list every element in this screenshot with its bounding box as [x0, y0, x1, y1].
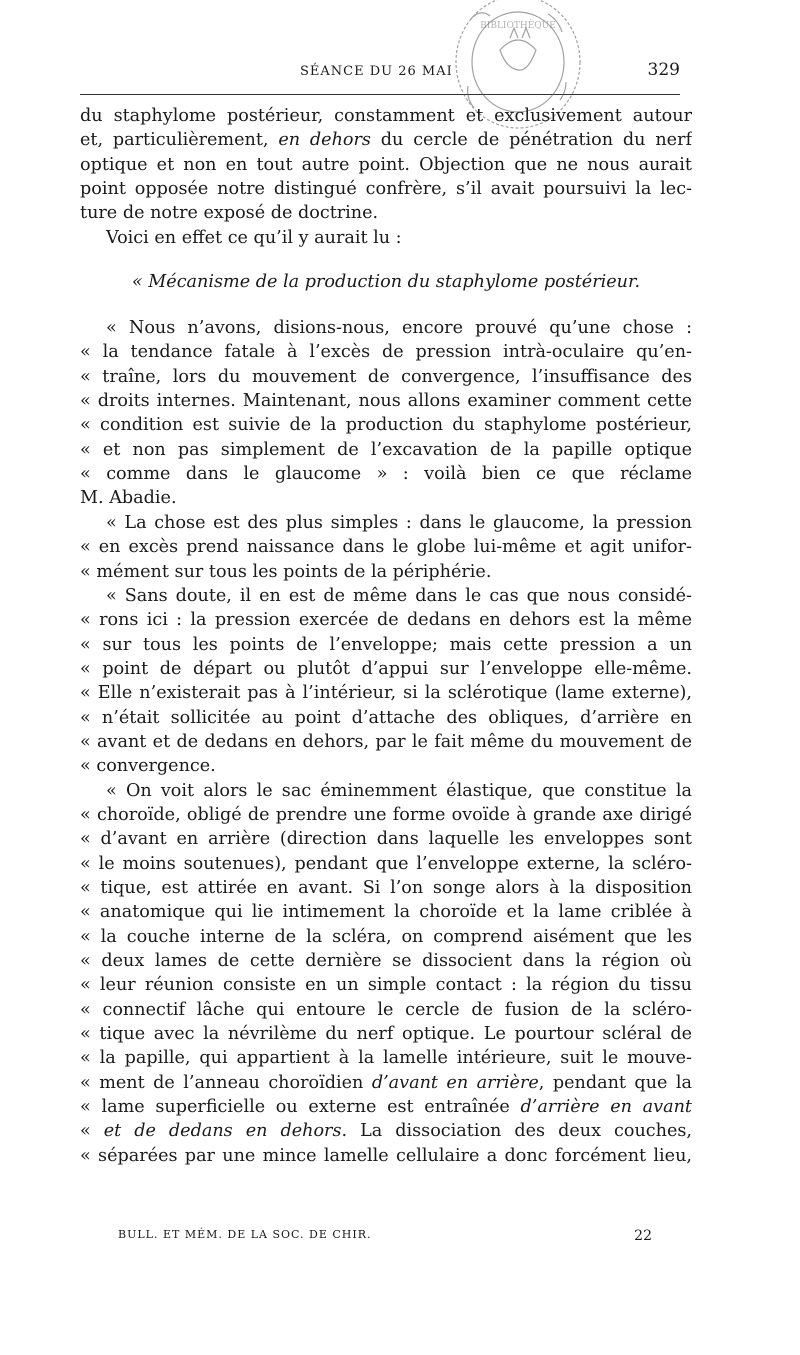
text-fragment: du cercle de pénétration du nerf: [370, 130, 692, 151]
text-line: « anatomique qui lie intimement la choroïde et la lame criblée à: [80, 902, 692, 923]
running-title: SÉANCE DU 26 MAI: [300, 64, 453, 79]
signature-mark: 22: [634, 1228, 652, 1244]
text-line: « deux lames de cette dernière se dissocient dans la région où: [80, 951, 692, 971]
text-fragment: « lame superficielle ou externe est entraînée: [80, 1097, 521, 1118]
text-line: optique et non en tout autre point. Objection que ne nous aurait: [80, 154, 692, 175]
text-fragment: « ment de l’anneau choroïdien: [80, 1072, 372, 1093]
text-line: « On voit alors le sac éminemment élastique, que constitue la: [106, 780, 692, 801]
section-heading: « Mécanisme de la production du staphylome postérieur.: [131, 272, 641, 293]
text-line: « n’était sollicitée au point d’attache des obliques, d’arrière en: [80, 707, 692, 728]
text-line: « et non pas simplement de l’excavation de la papille optique: [80, 439, 692, 460]
text-line: « condition est suivie de la production du staphylome postérieur,: [80, 415, 692, 436]
text-fragment: et, particulièrement,: [80, 130, 279, 151]
text-line: « tique, est attirée en avant. Si l’on songe alors à la disposition: [80, 877, 692, 898]
text-line: « séparées par une mince lamelle cellulaire a donc forcément lieu,: [80, 1145, 692, 1166]
text-line: « Sans doute, il en est de même dans le cas que nous considé-: [106, 585, 692, 606]
header-rule: [80, 94, 680, 95]
text-line: « choroïde, obligé de prendre une forme ovoïde à grande axe dirigé: [80, 804, 692, 825]
text-line: « avant et de dedans en dehors, par le fait même du mouvement de: [80, 731, 692, 752]
text-line: « Elle n’existerait pas à l’intérieur, si la sclérotique (lame externe),: [80, 683, 692, 704]
text-line: « d’avant en arrière (direction dans laquelle les enveloppes sont: [80, 829, 692, 850]
text-line: « droits internes. Maintenant, nous allons examiner comment cette: [80, 391, 692, 412]
text-fragment: , pendant que la: [538, 1072, 692, 1093]
text-line: M. Abadie.: [80, 488, 177, 509]
text-line: ture de notre exposé de doctrine.: [80, 203, 379, 224]
text-line: « tique avec la névrilème du nerf optique. Le pourtour scléral de: [80, 1024, 692, 1045]
text-line: « rons ici : la pression exercée de dedans en dehors est la même: [80, 610, 692, 631]
text-line: « mément sur tous les points de la périphérie.: [80, 561, 492, 582]
text-fragment: «: [80, 1121, 104, 1142]
text-line: point opposée notre distingué confrère, s’il avait poursuivi la lec-: [80, 179, 692, 200]
text-line-mixed: [80, 1095, 692, 1119]
text-line: « la tendance fatale à l’excès de pression intrà-oculaire qu’en-: [80, 342, 692, 363]
text-line: du staphylome postérieur, constamment et exclusivement autour: [80, 106, 692, 126]
text-line: Voici en effet ce qu’il y aurait lu :: [106, 227, 402, 248]
text-line: « connectif lâche qui entoure le cercle de fusion de la scléro-: [80, 999, 692, 1020]
text-fragment: . La dissociation des deux couches,: [341, 1121, 692, 1142]
text-line: « La chose est des plus simples : dans le glaucome, la pression: [106, 512, 692, 533]
text-line-mixed: [80, 1071, 692, 1095]
text-line: « sur tous les points de l’enveloppe; mais cette pression a un: [80, 634, 692, 655]
text-line: « en excès prend naissance dans le globe lui-même et agit unifor-: [80, 537, 692, 558]
text-line-mixed: [80, 1119, 692, 1143]
italic-fragment: et de dedans en dehors: [103, 1121, 342, 1142]
stamp-text: BIBLIOTHÈQUE: [480, 21, 556, 31]
text-line: « convergence.: [80, 756, 216, 777]
body-text: [80, 104, 692, 1168]
text-line: « Nous n’avons, disions-nous, encore prouvé qu’une chose :: [106, 318, 692, 339]
page-footer: [118, 1228, 652, 1248]
running-header: [80, 58, 680, 86]
text-line: « comme dans le glaucome » : voilà bien ce que réclame: [80, 464, 692, 485]
text-line: « point de départ ou plutôt d’appui sur l’enveloppe elle-même.: [80, 658, 692, 679]
text-line-mixed: [80, 128, 692, 152]
page-number: 329: [647, 60, 680, 80]
text-line: « le moins soutenues), pendant que l’enveloppe externe, la scléro-: [80, 853, 692, 874]
text-line: « la papille, qui appartient à la lamelle intérieure, suit le mouve-: [80, 1048, 692, 1069]
text-line: « leur réunion consiste en un simple contact : la région du tissu: [80, 975, 692, 996]
text-line: « la couche interne de la scléra, on comprend aisément que les: [80, 926, 692, 947]
journal-name: BULL. ET MÉM. DE LA SOC. DE CHIR.: [118, 1228, 372, 1241]
italic-fragment: en dehors: [278, 130, 371, 151]
text-line: « traîne, lors du mouvement de convergence, l’insuffisance des: [80, 366, 692, 387]
italic-fragment: d’arrière en avant: [520, 1097, 692, 1118]
italic-fragment: d’avant en arrière: [371, 1072, 539, 1093]
